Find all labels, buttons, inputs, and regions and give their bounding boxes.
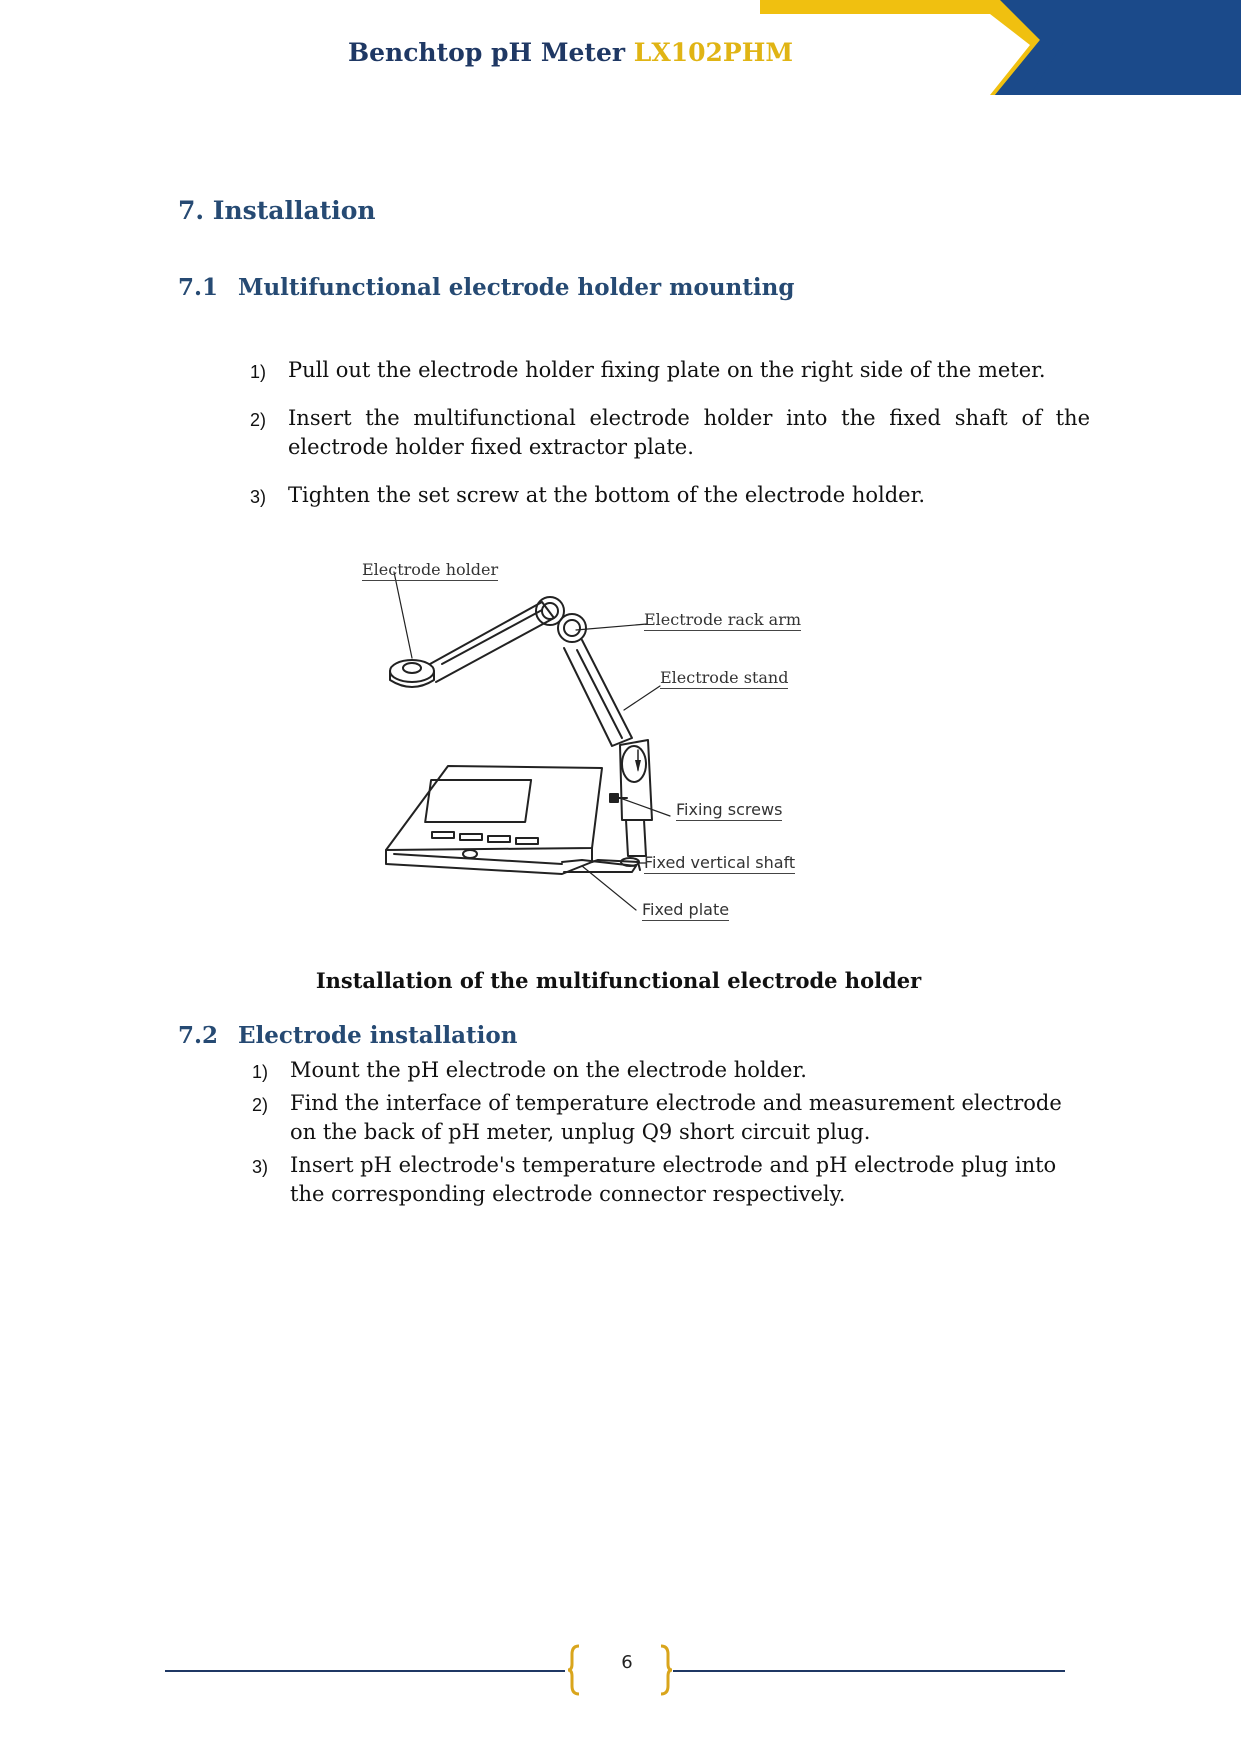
- label-fixed-vertical-shaft: Fixed vertical shaft: [644, 853, 796, 872]
- subsection-7-2-number: 7.2: [178, 1022, 219, 1049]
- step-text: Find the interface of temperature electrode and measurement electrode on the back of pH meter, unplug Q9 short circuit plug.: [290, 1091, 1062, 1144]
- label-electrode-rack-arm: Electrode rack arm: [644, 610, 802, 629]
- step-number: 2): [252, 1095, 269, 1115]
- subsection-7-2-heading: [178, 1022, 517, 1049]
- step-text: Mount the pH electrode on the electrode holder.: [290, 1058, 807, 1082]
- step-number: 1): [250, 362, 267, 382]
- step-number: 3): [250, 487, 267, 507]
- right-brace-icon: [657, 1644, 673, 1696]
- label-electrode-stand: Electrode stand: [660, 668, 789, 687]
- list-item: [250, 404, 1090, 462]
- footer-rule-right: [673, 1670, 1065, 1672]
- step-number: 2): [250, 410, 267, 430]
- step-text: Insert the multifunctional electrode holder into the fixed shaft of the electrode holder fixed extractor plate.: [288, 406, 1090, 459]
- label-fixing-screws: Fixing screws: [676, 800, 783, 819]
- subsection-7-1-number: 7.1: [178, 274, 219, 301]
- step-number: 1): [252, 1062, 269, 1082]
- figure-caption: [0, 968, 1241, 993]
- diagram-drawing: [372, 560, 892, 932]
- list-item: [250, 481, 1090, 510]
- figure-caption-text: Installation of the multifunctional electrode holder: [315, 968, 922, 993]
- left-brace-icon: [567, 1644, 583, 1696]
- header-product-name: Benchtop pH Meter: [348, 38, 634, 67]
- subsection-7-2-title: Electrode installation: [238, 1022, 518, 1049]
- list-item: [252, 1151, 1092, 1209]
- header-corner-decoration: [740, 0, 1241, 100]
- subsection-7-1-heading: [178, 274, 794, 301]
- electrode-holder-diagram: [362, 560, 892, 932]
- step-number: 3): [252, 1157, 269, 1177]
- step-text: Insert pH electrode's temperature electrode and pH electrode plug into the corresponding electrode connector respectively.: [290, 1153, 1057, 1206]
- label-electrode-holder: Electrode holder: [362, 560, 499, 579]
- section-title: 7. Installation: [178, 196, 376, 225]
- page-number: 6: [621, 1652, 633, 1673]
- footer-rule-left: [165, 1670, 565, 1672]
- mounting-steps-list: [250, 356, 1090, 529]
- page-footer: [165, 1640, 1065, 1700]
- list-item: [252, 1056, 1092, 1085]
- step-text: Tighten the set screw at the bottom of the electrode holder.: [288, 483, 926, 507]
- list-item: [252, 1089, 1092, 1147]
- document-header-title: [348, 38, 793, 67]
- electrode-steps-list: [252, 1056, 1092, 1213]
- label-fixed-plate: Fixed plate: [642, 900, 730, 919]
- header-model-number: LX102PHM: [633, 38, 793, 67]
- subsection-7-1-title: Multifunctional electrode holder mounting: [238, 274, 795, 301]
- list-item: [250, 356, 1090, 385]
- step-text: Pull out the electrode holder fixing plate on the right side of the meter.: [288, 358, 1046, 382]
